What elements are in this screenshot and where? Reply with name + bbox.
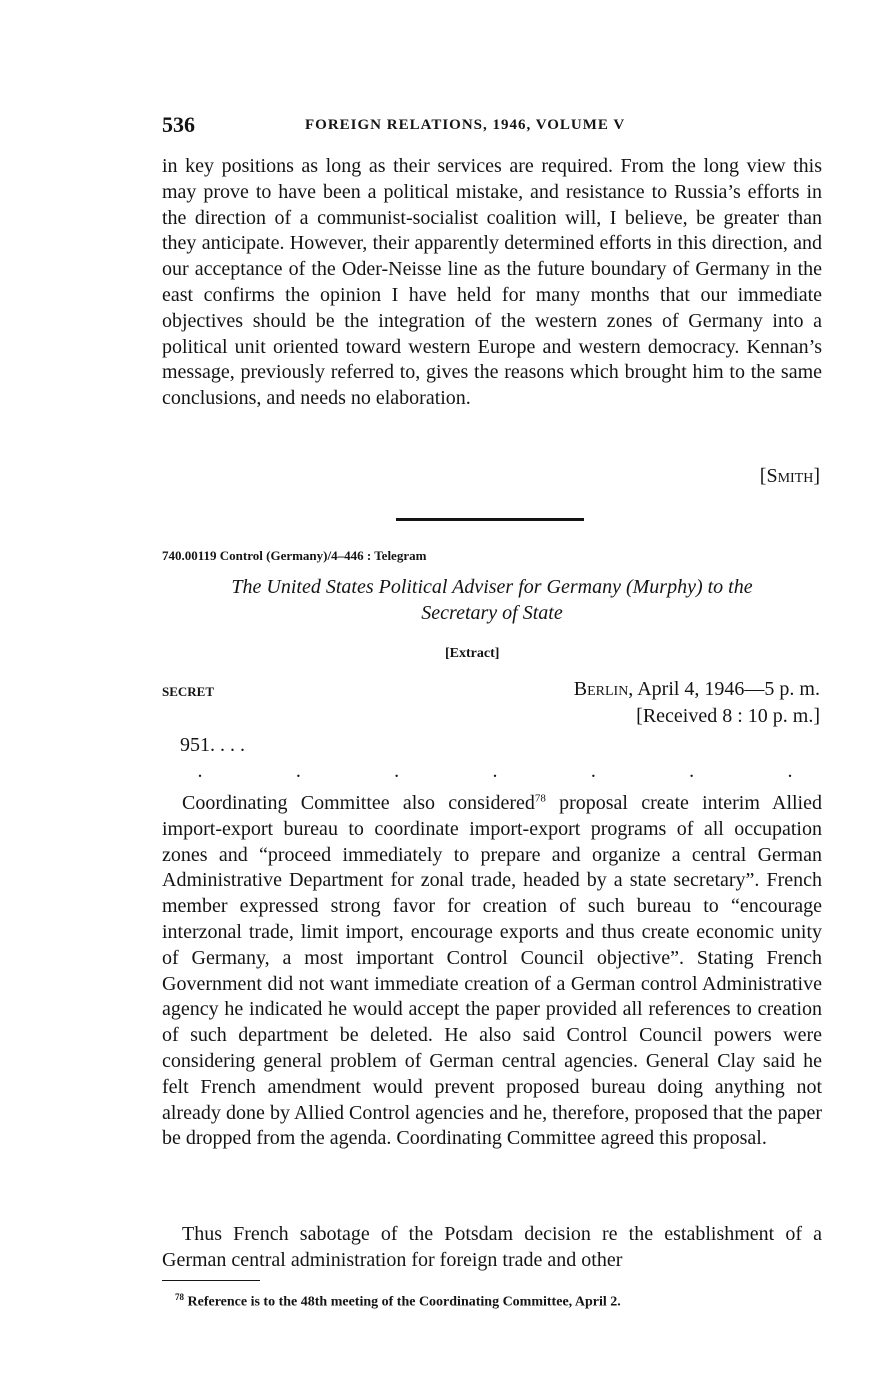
footnote-divider xyxy=(162,1280,260,1281)
omission-dots xyxy=(170,760,820,783)
running-title: FOREIGN RELATIONS, 1946, VOLUME V xyxy=(305,117,626,133)
omission-dot: . xyxy=(787,760,793,782)
document-title-line1: The United States Political Adviser for Germany (Murphy) to the xyxy=(231,576,753,598)
dateline xyxy=(574,676,820,730)
dateline-place: Berlin, xyxy=(573,678,634,700)
signature: [Smith] xyxy=(759,465,820,487)
body-p1-rest: proposal create interim Allied import-export bureau to coordinate import-export programs of all occupation zones and “proceed immediately to prepare and organize a central German Administrative Department for zonal trade, headed by a state secretary”. French member expressed strong favor for creation of such bureau to “encourage interzonal trade, limit import, encourage exports and thus create economic unity of Germany, a most important Control Council objective”. Stating French Government did not want immediate creation of a German control Administrative agency he indicated he would accept the paper provided all references to creation of such department be deleted. He also said Control Council powers were considering general problem of German central agencies. General Clay said he felt French amendment would prevent proposed bureau doing anything not already done by Allied Control agencies and he, therefore, proposed that the paper be dropped from the agenda. Coordinating Committee agreed this proposal. xyxy=(162,792,822,1150)
omission-dot: . xyxy=(689,760,695,782)
omission-dot: . xyxy=(590,760,596,782)
extract-label: [Extract] xyxy=(445,646,500,661)
continuation-paragraph: in key positions as long as their services are required. From the long view this may prove to have been a political mistake, and resistance to Russia’s efforts in the direction of a communist-socialist coalition will, I believe, be greater than they anticipate. However, their apparently determined efforts in this direction, and our acceptance of the Oder-Neisse line as the future boundary of Germany in the east confirms the opinion I have held for many months that our immediate objectives should be the integration of the western zones of Germany into a political unit oriented toward western Europe and western democracy. Kennan’s message, previously referred to, gives the reasons which brought him to the same conclusions, and needs no elaboration. xyxy=(162,155,822,410)
dateline-sent xyxy=(574,676,820,703)
classification-label: SECRET xyxy=(162,684,215,699)
dateline-received: [Received 8 : 10 p. m.] xyxy=(636,705,820,727)
body-paragraph-2: Thus French sabotage of the Potsdam decision re the establishment of a German central administration for foreign trade and other xyxy=(162,1223,822,1271)
page-number: 536 xyxy=(162,112,195,137)
footnote-reference[interactable]: 78 xyxy=(534,792,546,805)
document-title xyxy=(150,574,834,626)
footnote-number: 78 xyxy=(175,1292,184,1302)
omission-dot: . xyxy=(394,760,400,782)
file-reference: 740.00119 Control (Germany)/4–446 : Telegram xyxy=(162,548,427,563)
body-paragraph-1 xyxy=(162,791,822,1152)
telegram-number: 951. . . . xyxy=(180,734,245,756)
document-title-line2: Secretary of State xyxy=(421,602,563,624)
omission-dot: . xyxy=(295,760,301,782)
omission-dot: . xyxy=(197,760,203,782)
dateline-date: April 4, 1946—5 p. m. xyxy=(637,678,820,700)
body-p1-start: Coordinating Committee also considered xyxy=(182,792,535,814)
footnote xyxy=(175,1292,621,1311)
footnote-text: Reference is to the 48th meeting of the Coordinating Committee, April 2. xyxy=(187,1294,621,1310)
section-divider xyxy=(396,518,584,521)
omission-dot: . xyxy=(492,760,498,782)
